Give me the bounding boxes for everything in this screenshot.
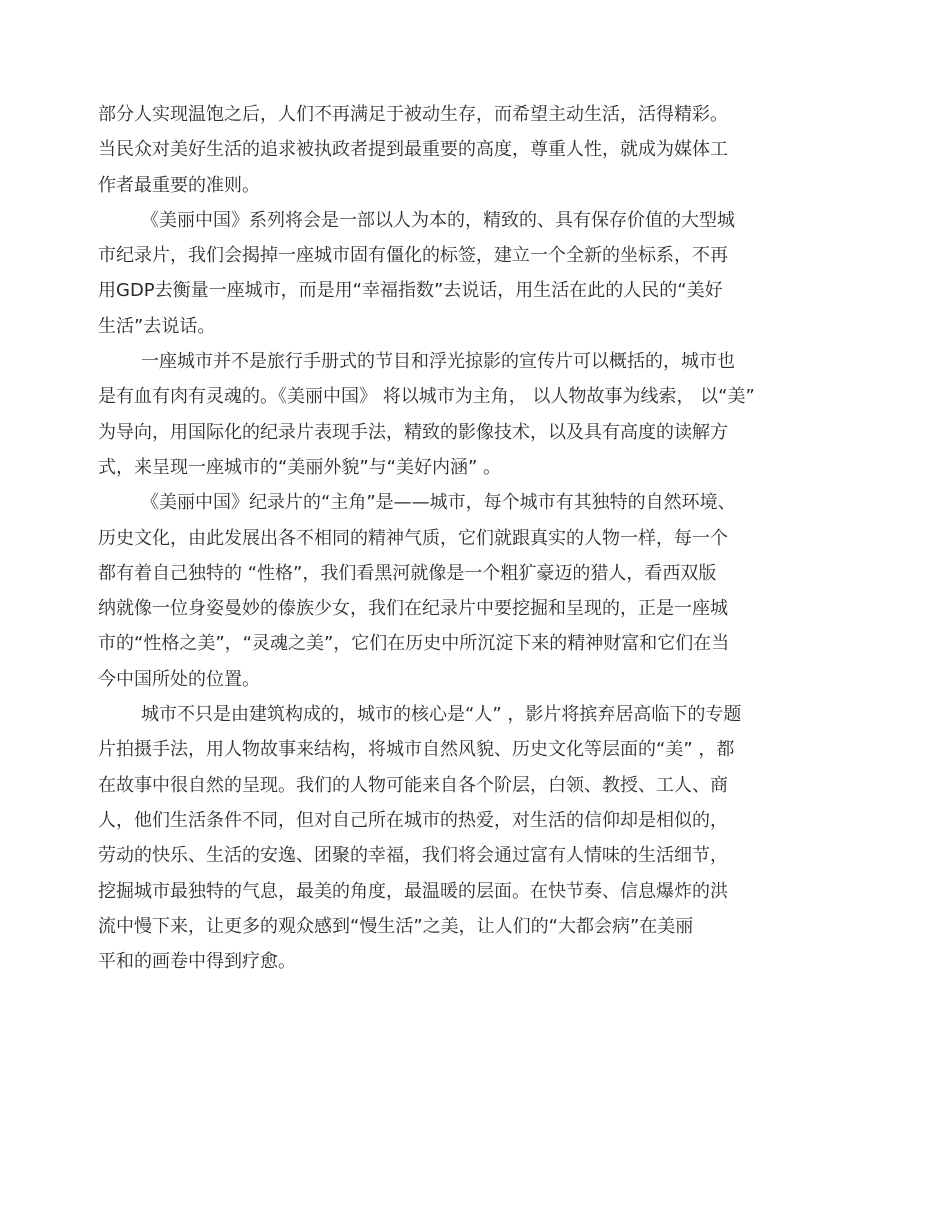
text-line: 市纪录片，我们会揭掉一座城市固有僵化的标签，建立一个全新的坐标系，不再 (98, 245, 728, 267)
paragraph-start-line: 城市不只是由建筑构成的，城市的核心是“人” ，影片将摈弃居高临下的专题 (141, 704, 742, 726)
text-line: 流中慢下来，让更多的观众感到“慢生活”之美，让人们的“大都会病”在美丽 (98, 915, 694, 937)
text-line: 在故事中很自然的呈现。我们的人物可能来自各个阶层，白领、教授、工人、商 (98, 774, 728, 796)
text-line: 人，他们生活条件不同，但对自己所在城市的热爱，对生活的信仰却是相似的， (98, 809, 728, 831)
paragraph-start-line: 《美丽中国》系列将会是一部以人为本的，精致的、具有保存价值的大型城 (141, 209, 735, 231)
text-line: 都有着自己独特的 “性格”，我们看黑河就像是一个粗犷豪迈的猎人，看西双版 (98, 562, 717, 584)
text-line: 今中国所处的位置。 (98, 668, 260, 690)
text-line: 作者最重要的准则。 (98, 174, 260, 196)
text-line: 纳就像一位身姿曼妙的傣族少女，我们在纪录片中要挖掘和呈现的，正是一座城 (98, 598, 728, 620)
text-line: 是有血有肉有灵魂的。《美丽中国》 将以城市为主角， 以人物故事为线索， 以“美” (98, 386, 755, 408)
paragraph-start-line: 《美丽中国》纪录片的“主角”是——城市，每个城市有其独特的自然环境、 (141, 492, 736, 514)
paragraph-start-line: 一座城市并不是旅行手册式的节目和浮光掠影的宣传片可以概括的，城市也 (141, 351, 735, 373)
text-line: 片拍摄手法，用人物故事来结构，将城市自然风貌、历史文化等层面的“美” ，都 (98, 739, 735, 761)
text-line: 用GDP去衡量一座城市，而是用“幸福指数”去说话，用生活在此的人民的“美好 (98, 280, 723, 302)
text-line: 挖掘城市最独特的气息，最美的角度，最温暖的层面。在快节奏、信息爆炸的洪 (98, 880, 728, 902)
text-line: 平和的画卷中得到疗愈。 (98, 951, 296, 973)
text-line: 部分人实现温饱之后，人们不再满足于被动生存，而希望主动生活，活得精彩。 (98, 104, 728, 125)
text-line: 市的“性格之美”，“灵魂之美”，它们在历史中所沉淀下来的精神财富和它们在当 (98, 633, 730, 655)
text-line: 历史文化，由此发展出各不相同的精神气质，它们就跟真实的人物一样，每一个 (98, 527, 728, 549)
document-body (98, 97, 878, 979)
text-line: 生活”去说话。 (98, 315, 216, 337)
text-line: 当民众对美好生活的追求被执政者提到最重要的高度，尊重人性，就成为媒体工 (98, 139, 728, 161)
text-line: 劳动的快乐、生活的安逸、团聚的幸福，我们将会通过富有人情味的生活细节， (98, 845, 728, 867)
text-line: 式，来呈现一座城市的“美丽外貌”与“美好内涵” 。 (98, 456, 502, 478)
text-line: 为导向，用国际化的纪录片表现手法，精致的影像技术，以及具有高度的读解方 (98, 421, 728, 443)
